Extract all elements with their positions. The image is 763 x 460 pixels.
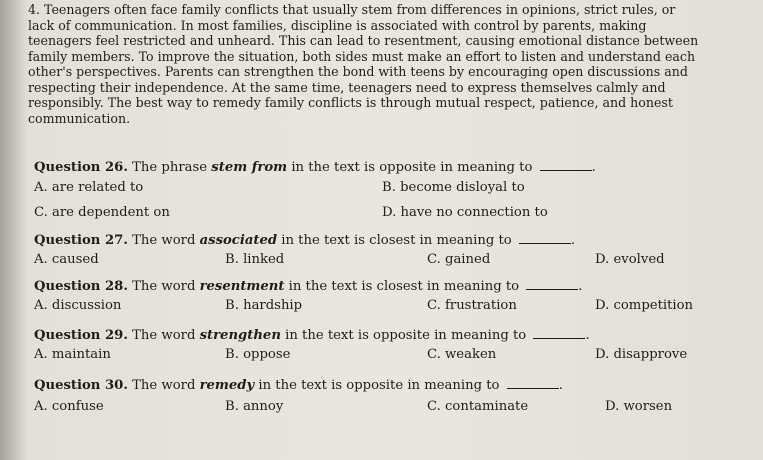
option-a[interactable]: A. maintain	[34, 347, 111, 362]
reading-passage	[28, 2, 756, 126]
question-end: .	[591, 160, 596, 175]
question-prefix: The word	[132, 279, 196, 294]
question-term: resentment	[199, 279, 285, 294]
question-number: Question 30.	[34, 378, 128, 393]
option-b[interactable]: B. linked	[225, 252, 285, 267]
passage-line: respecting their independence. At the same time, teenagers need to express themselves calmly and	[28, 79, 666, 95]
passage-line: other's perspectives. Parents can strengthen the bond with teens by encouraging open discussions and	[28, 64, 688, 79]
option-c[interactable]: C. contaminate	[427, 399, 529, 414]
answer-blank	[526, 279, 578, 290]
option-c[interactable]: C. frustration	[427, 298, 517, 313]
question-prefix: The word	[132, 233, 196, 248]
question-stem: in the text is opposite in meaning to	[291, 160, 533, 175]
passage-line: family members. To improve the situation, both sides must make an effort to listen and understand each	[28, 48, 696, 64]
passage-line: communication.	[28, 110, 131, 126]
option-b[interactable]: B. become disloyal to	[382, 180, 525, 195]
option-b[interactable]: B. oppose	[225, 347, 291, 362]
answer-blank	[507, 378, 559, 389]
question-term: strengthen	[199, 328, 281, 343]
option-d[interactable]: D. competition	[595, 298, 694, 313]
option-d[interactable]: D. evolved	[595, 252, 665, 267]
passage-line: responsibly. The best way to remedy family conflicts is through mutual respect, patience, and honest	[28, 95, 673, 110]
question-number: Question 29.	[34, 328, 128, 343]
page-edge-shadow	[0, 0, 26, 460]
option-b[interactable]: B. hardship	[225, 298, 303, 313]
answer-blank	[519, 233, 571, 244]
question-prefix: The word	[132, 328, 196, 343]
option-a[interactable]: A. discussion	[34, 298, 122, 313]
question-end: .	[570, 233, 576, 248]
answer-blank	[540, 160, 592, 171]
option-d[interactable]: D. disapprove	[595, 347, 688, 362]
question-30	[34, 378, 563, 393]
question-27	[34, 233, 575, 248]
question-prefix: The word	[132, 378, 196, 393]
question-26	[34, 160, 596, 175]
question-prefix: The phrase	[132, 160, 208, 175]
question-stem: in the text is closest in meaning to	[281, 233, 512, 248]
question-number: Question 27.	[34, 233, 128, 248]
option-d[interactable]: D. worsen	[605, 399, 673, 414]
option-a[interactable]: A. confuse	[34, 399, 104, 414]
question-term: remedy	[199, 378, 255, 393]
answer-blank	[533, 328, 585, 339]
option-b[interactable]: B. annoy	[225, 399, 284, 414]
question-29	[34, 328, 590, 343]
option-a[interactable]: A. caused	[34, 252, 99, 267]
option-c[interactable]: C. are dependent on	[34, 205, 170, 220]
question-stem: in the text is opposite in meaning to	[258, 378, 500, 393]
option-c[interactable]: C. gained	[427, 252, 491, 267]
passage-line: teenagers feel restricted and unheard. This can lead to resentment, causing emotional distance between	[28, 33, 699, 48]
question-term: associated	[199, 233, 278, 248]
question-end: .	[558, 378, 563, 393]
question-28	[34, 279, 583, 294]
question-term: stem from	[211, 160, 288, 175]
question-stem: in the text is opposite in meaning to	[285, 328, 527, 343]
question-end: .	[585, 328, 590, 343]
passage-line: 4. Teenagers often face family conflicts that usually stem from differences in opinions, strict rules, or	[28, 2, 676, 17]
option-d[interactable]: D. have no connection to	[382, 205, 548, 220]
question-end: .	[578, 279, 583, 294]
option-a[interactable]: A. are related to	[34, 180, 144, 195]
question-stem: in the text is closest in meaning to	[288, 279, 520, 294]
option-c[interactable]: C. weaken	[427, 347, 497, 362]
passage-line: lack of communication. In most families, discipline is associated with control by parents, making	[28, 17, 647, 33]
question-number: Question 28.	[34, 279, 128, 294]
question-number: Question 26.	[34, 160, 128, 175]
